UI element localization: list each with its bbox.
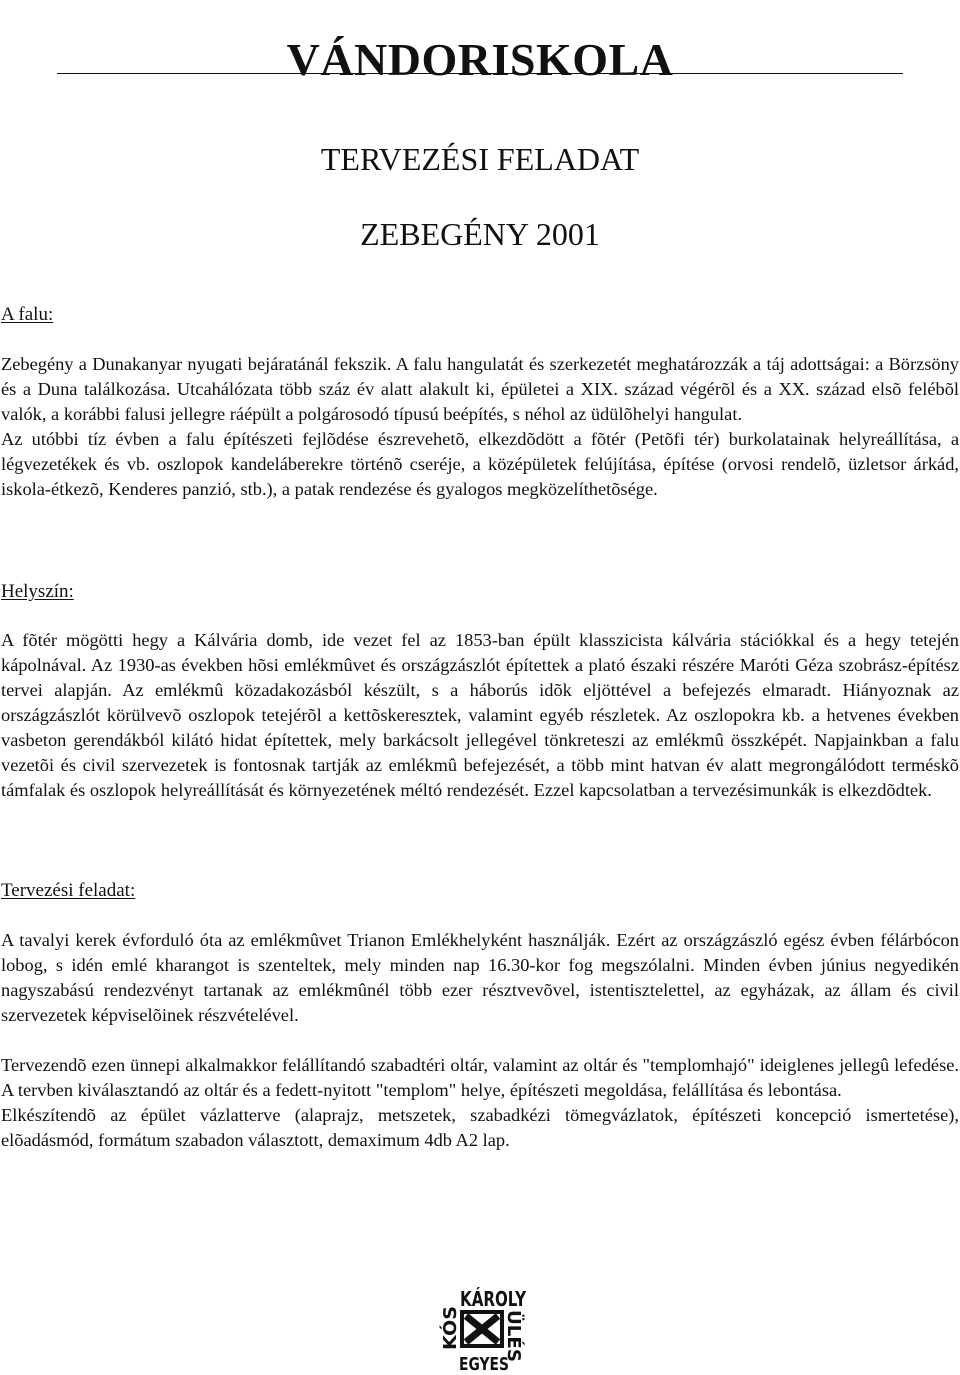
section-heading-feladat: Tervezési feladat: <box>1 880 136 901</box>
paragraph: Zebegény a Dunakanyar nyugati bejáratánál fekszik. A falu hangulatát és szerkezetét meghatározzák a táj adottságai: a Börzsöny és a Duna találkozása. Utcahálózata több száz év alatt alakult ki, épületei a XIX. század végérõl és a XX. század elsõ felébõl valók, a korábbi falusi jellegre ráépült a polgárosodó típusú beépítés, s néhol az üdülõhelyi hangulat. <box>1 354 959 424</box>
event-title: ZEBEGÉNY 2001 <box>360 216 600 252</box>
section-body-feladat <box>1 928 959 1153</box>
title-divider <box>57 73 903 74</box>
logo-mark-icon <box>436 1284 532 1374</box>
section-body-helyszin <box>1 628 959 803</box>
paragraph: A fõtér mögötti hegy a Kálvária domb, ide vezet fel az 1853-ban épült klasszicista kálvária stációkkal és a hegy tetején kápolnával. Az 1930-as években hõsi emlékmûvet és országzászlót építettek a plató északi részére Maróti Géza szobrász-építész tervei alapján. Az emlékmû közadakozásból készült, s a háborús idõk eljöttével a befejezés elmaradt. Hiányoznak az országzászlót körülvevõ oszlopok tetejérõl a kettõskeresztek, valamint egyéb részletek. Az oszlopokra kb. a hetvenes években vasbeton gerendákból kilátó hidat építettek, mely barkácsolt jellegével tönkreteszi az emlékmû összképét. Napjainkban a falu vezetõi és civil szervezetek is fontosnak tartják az emlékmû befejezését, a több mint hatvan év alatt megrongálódott terméskõ támfalak és oszlopok helyreállítását és környezetének méltó rendezését. Ezzel kapcsolatban a tervezésimunkák is elkezdõdtek. <box>1 630 959 800</box>
document-subtitle: TERVEZÉSI FELADAT <box>320 141 640 177</box>
section-heading-falu: A falu: <box>1 304 54 325</box>
kos-karoly-logo <box>436 1284 532 1374</box>
logo-text-right: ÜLÉS <box>503 1310 525 1362</box>
paragraph: Tervezendõ ezen ünnepi alkalmakkor felállítandó szabadtéri oltár, valamint az oltár és "templomhajó" ideiglenes jellegû lefedése. A tervben kiválasztandó az oltár és a fedett-nyitott "templom" helye, építészeti megoldása, felállítása és lebontása. <box>1 1055 959 1100</box>
section-body-falu <box>1 352 959 502</box>
paragraph: Az utóbbi tíz évben a falu építészeti fejlõdése észrevehetõ, elkezdõdött a fõtér (Petõfi tér) burkolatainak helyreállítása, a légvezetékek és vb. oszlopok kandeláberekre történõ cseréje, a középületek felújítása, építése (orvosi rendelõ, üzletsor árkád, iskola-étkezõ, Kenderes panzió, stb.), a patak rendezése és gyalogos megközelíthetõsége. <box>1 429 959 499</box>
logo-text-bottom: EGYES <box>459 1354 509 1375</box>
logo-text-left: KÓS <box>440 1308 461 1350</box>
paragraph: A tavalyi kerek évforduló óta az emlékmûvet Trianon Emlékhelyként használják. Ezért az országzászló egész évben félárbócon lobog, s idén emlé kharangot is szenteltek, mely minden nap 16.30-kor fog megszólalni. Minden évben június negyedikén nagyszabású rendezvényt tartanak az emlékmûnél több ezer résztvevõvel, istentisztelettel, az egyházak, az állam és civil szervezetek képviselõinek részvételével. <box>1 930 959 1025</box>
section-heading-helyszin: Helyszín: <box>1 581 74 602</box>
document-title: VÁNDORISKOLA <box>286 33 674 85</box>
paragraph: Elkészítendõ az épület vázlatterve (alaprajz, metszetek, szabadkézi tömegvázlatok, építészeti koncepció ismertetése), elõadásmód, formátum szabadon választott, demaximum 4db A2 lap. <box>1 1105 959 1150</box>
logo-text-top: KÁROLY <box>460 1287 527 1311</box>
